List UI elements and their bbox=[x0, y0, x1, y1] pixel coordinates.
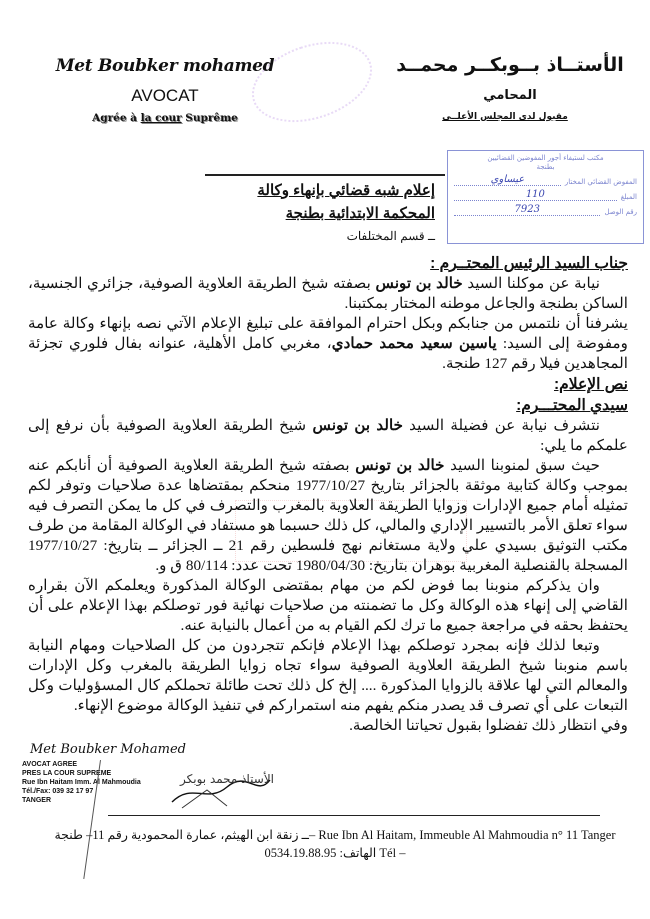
notice-salutation: سيدي المحتـــرم: bbox=[516, 397, 628, 414]
latin-lawyer-name: Met Boubker mohamed bbox=[55, 56, 275, 76]
stamp-label-amount: المبلغ bbox=[620, 193, 637, 201]
stamp-value-amount: 110 bbox=[454, 189, 617, 201]
stamp-line: Rue Ibn Haitam Imm. Al Mahmoudia bbox=[22, 779, 141, 786]
stamp-subtitle: بطنجة bbox=[536, 163, 555, 171]
document-title: إعلام شبه قضائي بإنهاء وكالة bbox=[257, 182, 435, 199]
text: نيابة عن موكلنا السيد bbox=[462, 275, 600, 292]
text: بصفته شيخ الطريقة العلاوية الصوفية، جزائري الجنسية، الساكن بطنجة والجاعل موطنه المختار بمكتبنا. bbox=[28, 275, 628, 312]
stamp-line: TANGER bbox=[22, 797, 52, 804]
intro-paragraph-2 bbox=[28, 314, 628, 374]
court-section: ــ قسم المختلفات bbox=[346, 229, 435, 243]
signature-arabic-title: الأستاذ محمد بوبكر bbox=[180, 772, 275, 786]
accreditation-suffix: Suprême bbox=[181, 112, 238, 124]
text: ، مغربي كامل الأهلية، عنوانه بفال فلوري تجزئة المجاهدين فيلا رقم 127 طنجة. bbox=[28, 335, 628, 372]
client-name: خالد بن تونس bbox=[355, 457, 445, 474]
stamp-row-amount bbox=[448, 189, 643, 201]
letter-content bbox=[28, 253, 628, 736]
president-salutation: جناب السيد الرئيس المحتــرم : bbox=[430, 255, 628, 272]
text: نتشرف نيابة عن فضيلة السيد bbox=[402, 417, 601, 434]
stamp-value-receipt: 7923 bbox=[454, 204, 600, 216]
arabic-lawyer-name: الأستــاذ بــوبكــر محمــد bbox=[396, 54, 624, 76]
stamp-value-bailiff: عيساوي bbox=[454, 174, 561, 186]
notice-paragraph-1 bbox=[28, 416, 628, 456]
stamp-label-receipt: رقم الوصل bbox=[604, 208, 637, 216]
notice-paragraph-4: وتبعا لذلك فإنه بمجرد توصلكم بهذا الإعلام فإنكم تتجردون من كل الصلاحيات ومهام النيابة باسم منوبنا شيخ الطريقة العلاوية الصوفية سواء تجاه زوايا الطريقة بالمغرب وكل الإدارات والمعالم التي لها علاقة بالزوايا المذكورة .... إلخ كل ذلك تحت طائلة تحملكم كال المسؤوليات وكل التبعات على أي تصرف قد يصدر منكم يفهم منه استمراركم في تنفيذ الوكالة موضوع الإنهاء. bbox=[28, 637, 628, 714]
top-divider bbox=[205, 174, 445, 176]
text: بصفته شيخ الطريقة العلاوية الصوفية أن أنابكم عنه بموجب وكالة كتابية موثقة بالجزائر بتاريخ 1977/10/27 منحكم بمقتضاها عدة صلاحيات وتوفر لكم تمثيله أمام جميع الإدارات وزوايا الطريقة العلاوية بالمغرب والتصرف في كل ما يمكن التصرف فيه سواء تعلق الأمر بالتسيير الإداري والمالي، كل ذلك حسبما هو مستفاد في الوكالة المقامة من طرف مكتب التوثيق بسيدي علي ولاية مستغانم نهج فلسطين رقم 21 ــ الجزائر ــ بتاريخ: 1977/10/27 المسجلة بالقنصلية المغربية بوهران بتاريخ: 1980/04/30 تحت عدد: 80/114 ق و. bbox=[28, 457, 628, 574]
notice-paragraph-3: وان يذكركم منوبنا بما فوض لكم من مهام بمقتضى الوكالة المذكورة ويعلمكم الآن بقراره القاضي إلى إنهاء هذه الوكالة وكل ما تضمنته من صلاحيات نهائية فور توصلكم بهذا الإعلام على أن يحتفظ بحقه في مراجعة جميع ما ترك لكم القيام به من أعمال بالنيابة عنه. bbox=[28, 577, 628, 634]
client-name: خالد بن تونس bbox=[312, 417, 403, 434]
latin-accreditation bbox=[55, 112, 275, 124]
latin-profession: AVOCAT bbox=[131, 86, 199, 105]
intro-paragraph-1 bbox=[28, 274, 628, 314]
notice-paragraph-2 bbox=[28, 456, 628, 576]
stamp-label-bailiff: المفوض القضائي المختار bbox=[564, 178, 637, 186]
text: شيخ الطريقة العلاوية الصوفية بأن نرفع إلى علمكم ما يلي: bbox=[28, 417, 628, 454]
notice-closing: وفي انتظار ذلك تفضلوا بقبول تحياتنا الخالصة. bbox=[349, 717, 628, 734]
arabic-accreditation: مقبول لدى المجلس الأعلــى bbox=[442, 112, 568, 122]
intro-body bbox=[28, 274, 628, 374]
receipt-stamp bbox=[447, 150, 644, 244]
court-name: المحكمة الابتدائية بطنجة bbox=[285, 205, 435, 222]
stamp-title: مكتب لستيفاء أجور المفوضين القضائيين bbox=[487, 154, 604, 162]
accreditation-court: la cour bbox=[140, 112, 182, 124]
footer-divider bbox=[108, 815, 600, 816]
footer-address: ــ زنقة ابن الهيثم، عمارة المحمودية رقم 11– طنجة– Rue Ibn Al Haitam, Immeuble Al Mahmoudia n° 11 Tanger bbox=[54, 828, 616, 842]
stamp-row-bailiff bbox=[448, 174, 643, 186]
stamp-line: AVOCAT AGREE bbox=[22, 761, 78, 768]
agent-name: ياسين سعيد محمد حمادي bbox=[331, 335, 497, 352]
signature-script: Met Boubker Mohamed bbox=[30, 742, 186, 757]
stamp-line: PRES LA COUR SUPREME bbox=[22, 770, 112, 777]
text: يشرفنا أن نلتمس من جنابكم وبكل احترام الموافقة على تبليغ الإعلام الآتي نصه بإنهاء وكالة عامة ومفوضة إلى السيد: bbox=[28, 315, 628, 352]
notice-body bbox=[28, 416, 628, 736]
stamp-row-receipt bbox=[448, 204, 643, 216]
notice-heading: نص الإعلام: bbox=[553, 376, 628, 393]
stamp-line: Tél./Fax: 039 32 17 97 bbox=[22, 788, 94, 795]
text: حيث سبق لمنوبنا السيد bbox=[444, 457, 600, 474]
arabic-profession: المحامي bbox=[483, 88, 537, 103]
accreditation-prefix: Agrée à bbox=[92, 112, 141, 124]
client-name: خالد بن تونس bbox=[375, 275, 463, 292]
footer-phone: الهاتف: 0534.19.88.95 Tél – bbox=[264, 846, 406, 860]
signature-block bbox=[22, 742, 275, 812]
